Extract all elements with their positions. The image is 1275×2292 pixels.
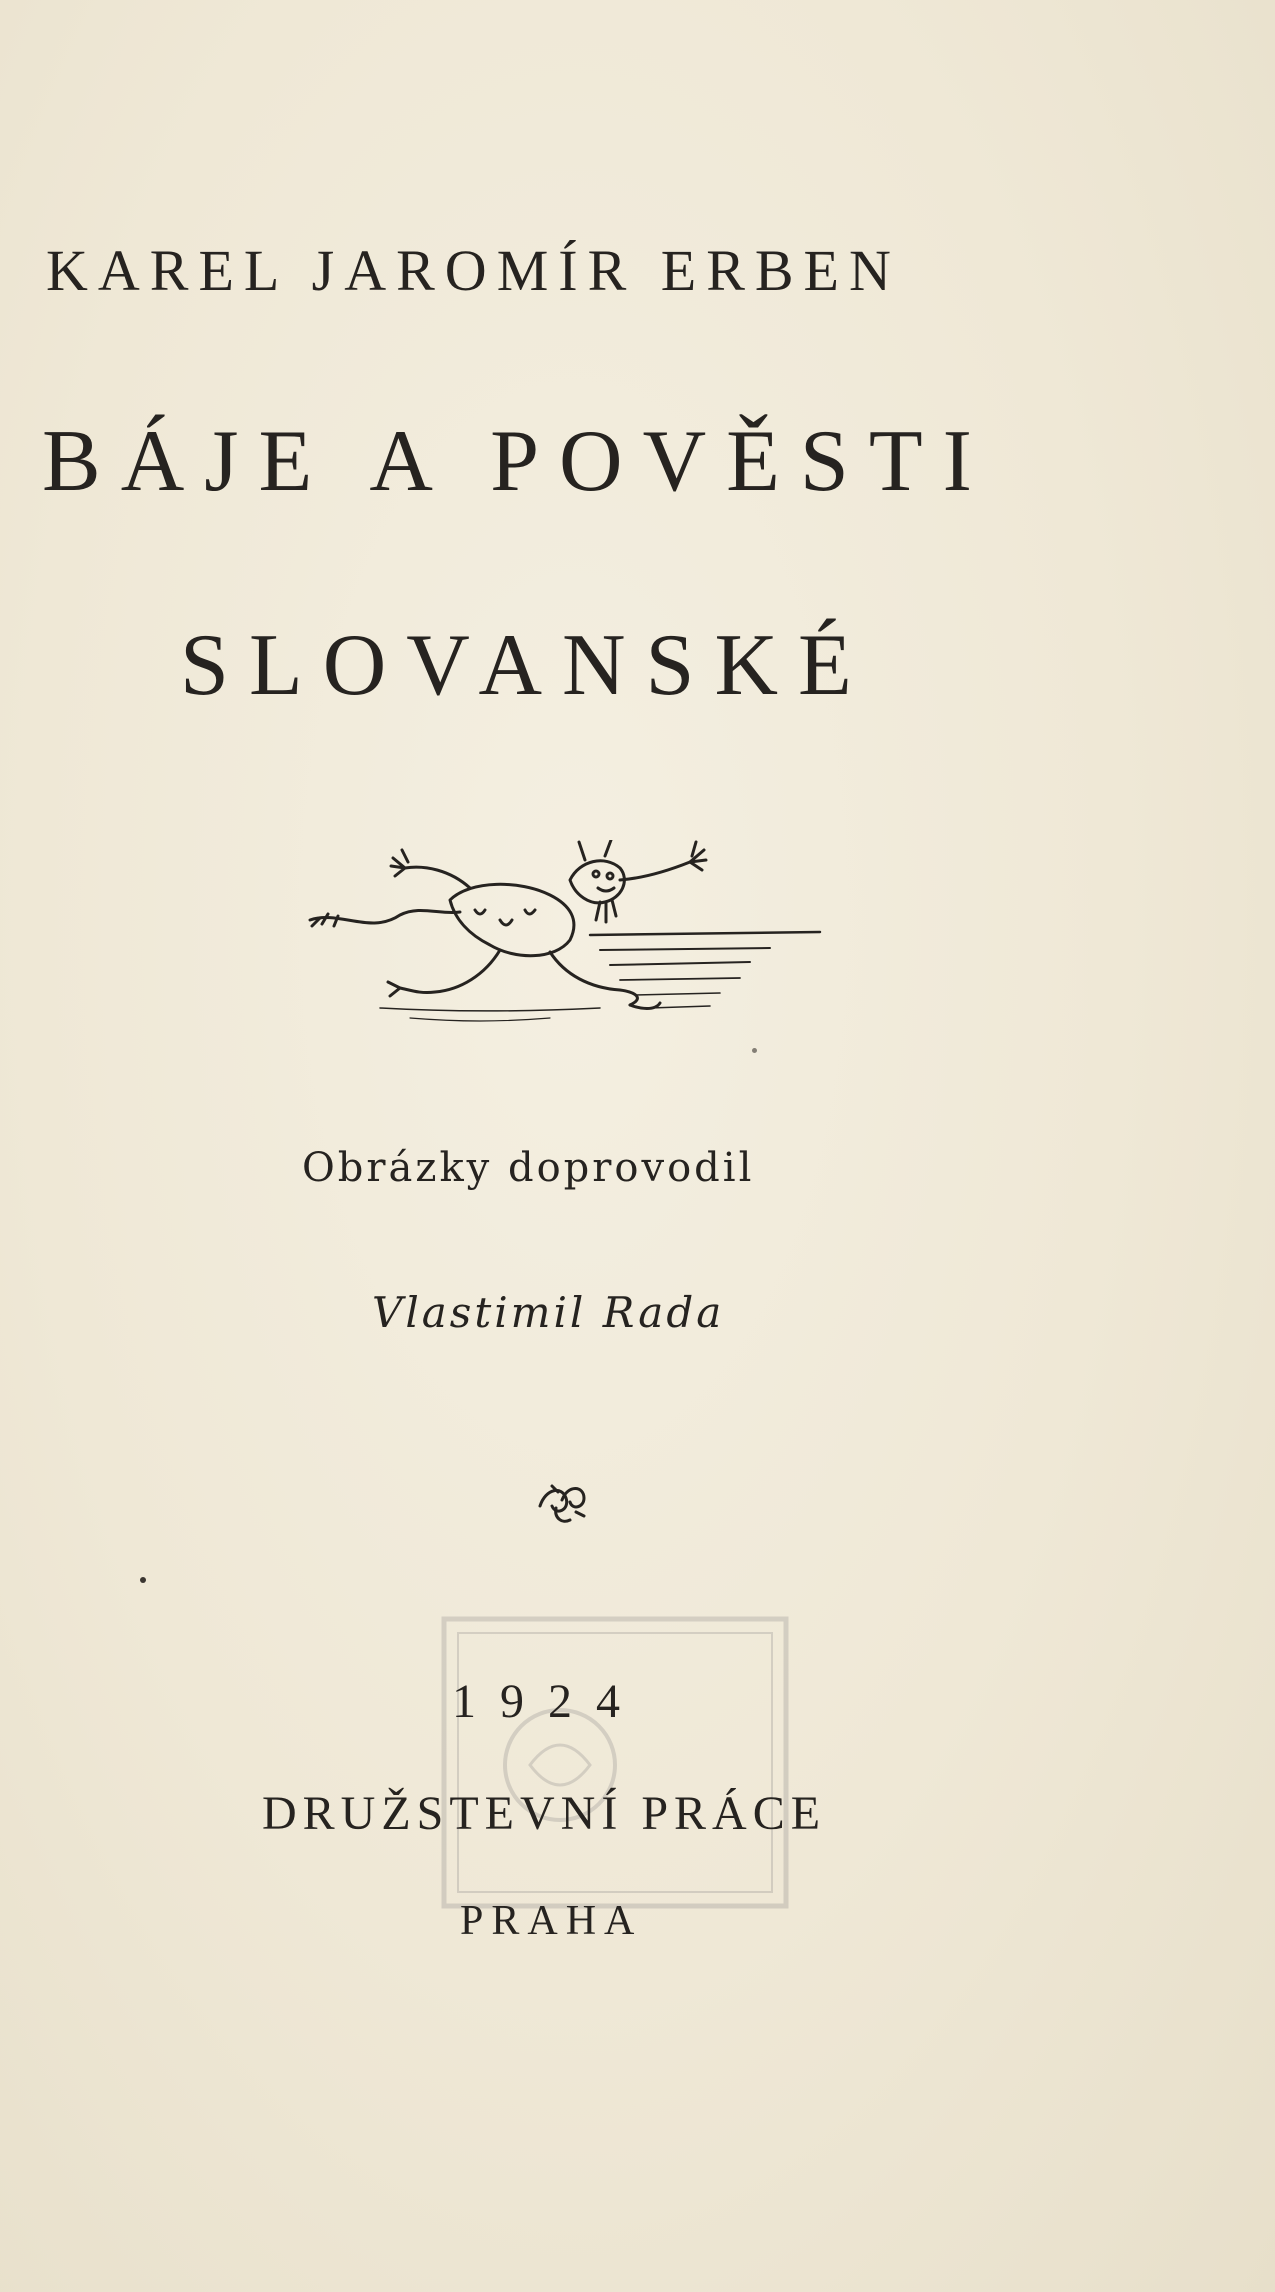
fleuron-ornament bbox=[532, 1476, 592, 1526]
ink-speck bbox=[140, 1577, 146, 1583]
book-title-line-2: SLOVANSKÉ bbox=[180, 617, 872, 714]
devil-illustration bbox=[300, 840, 840, 1030]
illustrator-name: Vlastimil Rada bbox=[372, 1288, 725, 1337]
library-stamp-icon bbox=[440, 1615, 790, 1910]
author-name: KAREL JAROMÍR ERBEN bbox=[46, 238, 901, 303]
book-title-line-1: BÁJE A POVĚSTI bbox=[42, 413, 992, 510]
illustrated-by-label: Obrázky doprovodil bbox=[302, 1145, 755, 1191]
publication-city: PRAHA bbox=[460, 1898, 643, 1944]
ink-speck bbox=[752, 1048, 757, 1053]
publisher-name: DRUŽSTEVNÍ PRÁCE bbox=[262, 1787, 827, 1840]
publication-year: 1924 bbox=[452, 1675, 644, 1728]
